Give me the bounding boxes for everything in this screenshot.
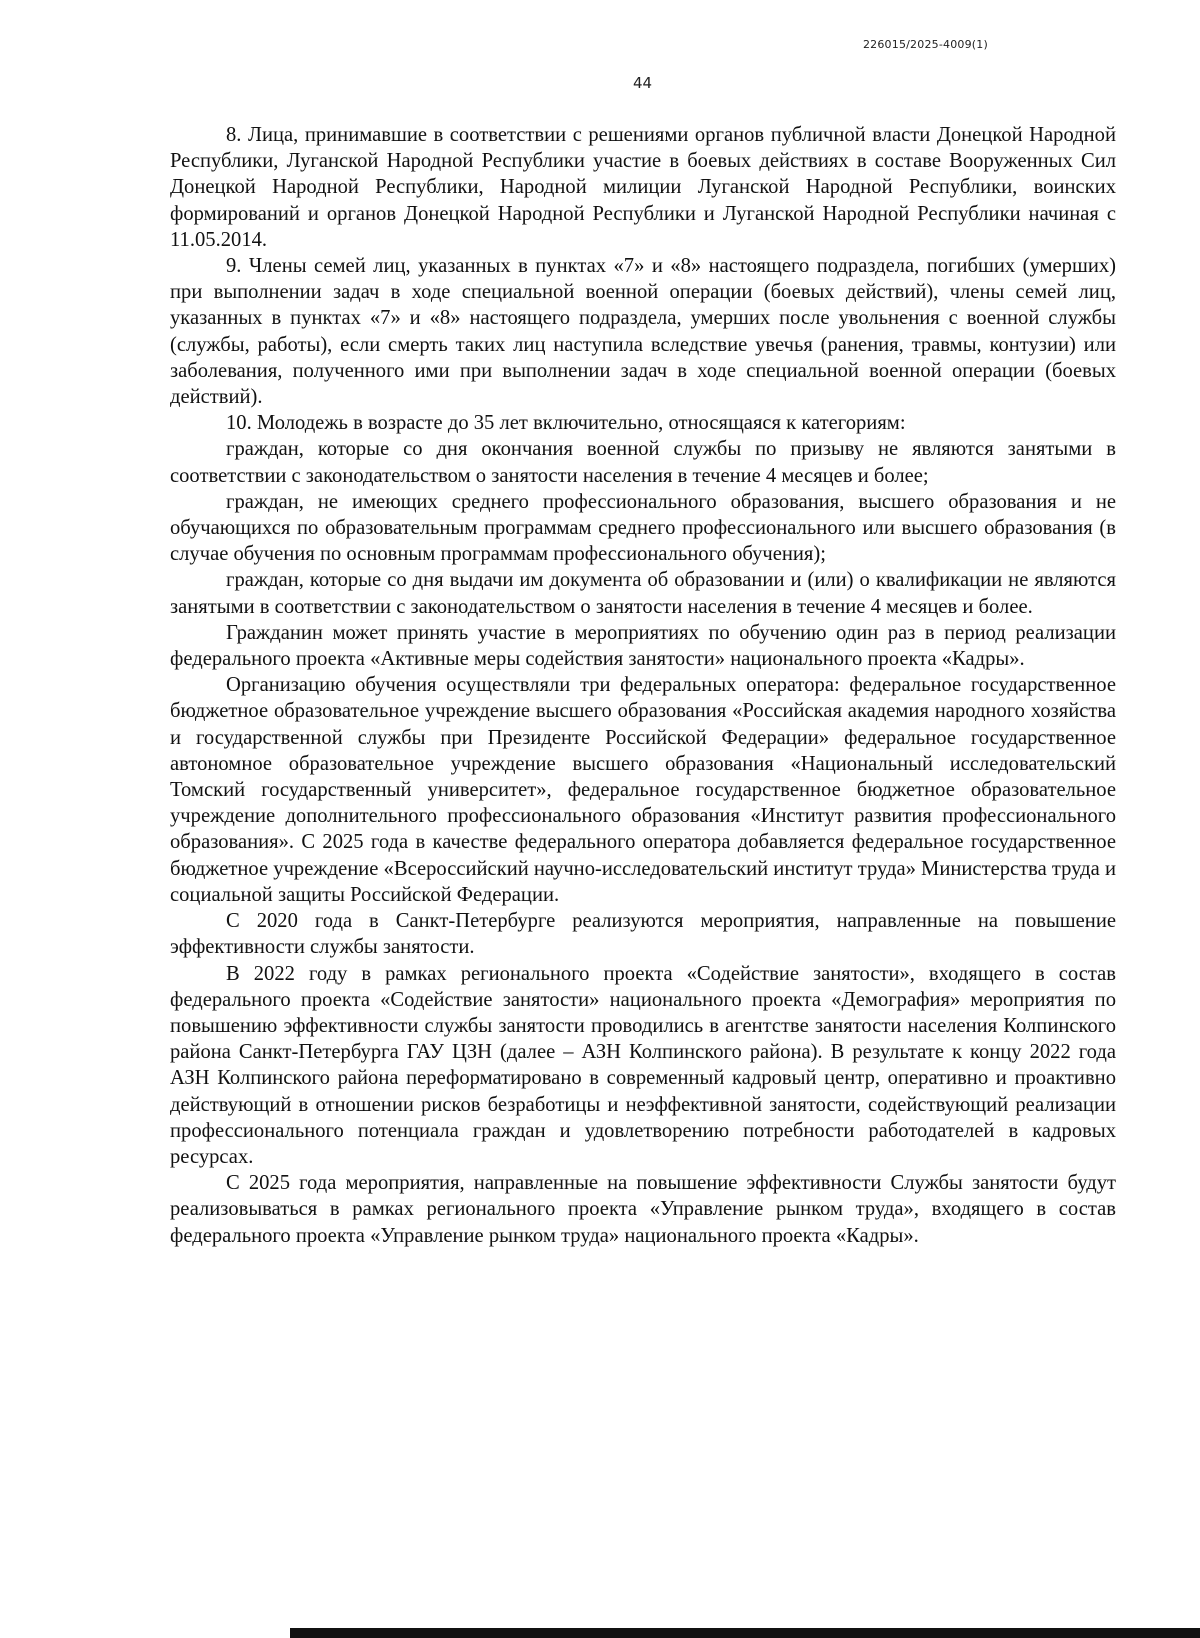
page-number: 44	[632, 74, 653, 92]
paragraph-item-9: 9. Члены семей лиц, указанных в пунктах «7» и «8» настоящего подраздела, погибших (умерших) при выполнении задач в ходе специальной военной операции (боевых действий), члены семей лиц, указанных в пунктах «7» и «8» настоящего подраздела, умерших после увольнения с военной службы (службы, работы), если смерть таких лиц наступила вследствие увечья (ранения, травмы, контузии) или заболевания, полученного ими при выполнении задач в ходе специальной военной операции (боевых действий).	[170, 255, 1116, 409]
paragraph-kolpino-2022: В 2022 году в рамках регионального проекта «Содействие занятости», входящего в состав федерального проекта «Содействие занятости» национального проекта «Демография» мероприятия по повышению эффективности службы занятости проводились в агентстве занятости населения Колпинского района Санкт-Петербурга ГАУ ЦЗН (далее – АЗН Колпинского района). В результате к концу 2022 года АЗН Колпинского района переформатировано в современный кадровый центр, оперативно и проактивно действующий в отношении рисков безработицы и неэффективной занятости, содействующий реализации профессионального потенциала граждан и удовлетворению потребности работодателей в кадровых ресурсах.	[170, 962, 1116, 1168]
paragraph-operators: Организацию обучения осуществляли три федеральных оператора: федеральное государственное бюджетное образовательное учреждение высшего образования «Российская академия народного хозяйства и государственной службы при Президенте Российской Федерации» федеральное государственное автономное образовательное учреждение высшего образования «Национальный исследовательский Томский государственный университет», федеральное государственное бюджетное образовательное учреждение дополнительного профессионального образования «Институт развития профессионального образования». С 2025 года в качестве федерального оператора добавляется федеральное государственное бюджетное учреждение «Всероссийский научно-исследовательский институт труда» Министерства труда и социальной защиты Российской Федерации.	[170, 674, 1116, 906]
paragraph-category-2: граждан, не имеющих среднего профессионального образования, высшего образования и не обучающихся по образовательным программам среднего профессионального или высшего образования (в случае обучения по основным программам профессионального обучения);	[170, 490, 1116, 566]
scan-bottom-edge	[290, 1628, 1200, 1638]
paragraph-category-3: граждан, которые со дня выдачи им документа об образовании и (или) о квалификации не являются занятыми в соответствии с законодательством о занятости населения в течение 4 месяцев и более.	[170, 569, 1116, 618]
document-body	[170, 122, 1116, 1249]
paragraph-category-1: граждан, которые со дня окончания военной службы по призыву не являются занятыми в соответствии с законодательством о занятости населения в течение 4 месяцев и более;	[170, 438, 1116, 487]
paragraph-item-10: 10. Молодежь в возрасте до 35 лет включительно, относящаяся к категориям:	[226, 412, 906, 435]
paragraph-item-8: 8. Лица, принимавшие в соответствии с решениями органов публичной власти Донецкой Народной Республики, Луганской Народной Республики участие в боевых действиях в составе Вооруженных Сил Донецкой Народной Республики, Народной милиции Луганской Народной Республики, воинских формирований и органов Донецкой Народной Республики и Луганской Народной Республики начиная с 11.05.2014.	[170, 124, 1116, 251]
paragraph-participation: Гражданин может принять участие в мероприятиях по обучению один раз в период реализации федерального проекта «Активные меры содействия занятости» национального проекта «Кадры».	[170, 621, 1116, 671]
paragraph-spb-2020: С 2020 года в Санкт-Петербурге реализуются мероприятия, направленные на повышение эффективности службы занятости.	[170, 910, 1116, 959]
document-id: 226015/2025-4009(1)	[862, 38, 988, 51]
paragraph-2025-project: С 2025 года мероприятия, направленные на повышение эффективности Службы занятости будут реализовываться в рамках регионального проекта «Управление рынком труда», входящего в состав федерального проекта «Управление рынком труда» национального проекта «Кадры».	[170, 1172, 1116, 1247]
